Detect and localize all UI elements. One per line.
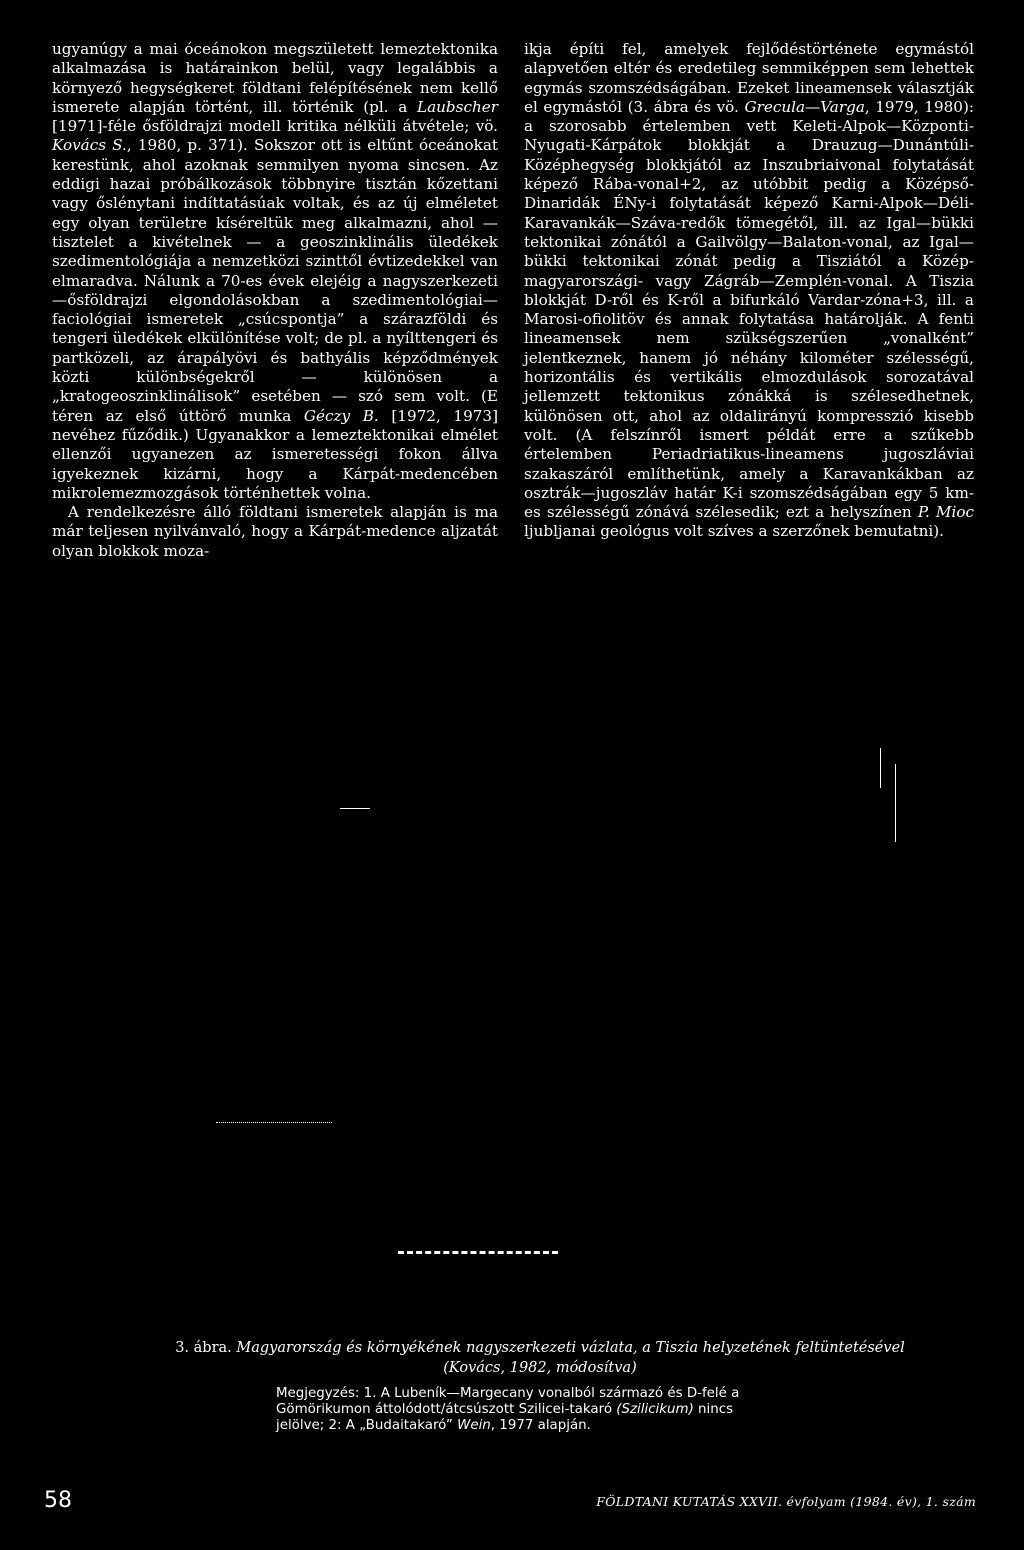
italic-text-run: Kovács S. [52,136,127,155]
text-run: [1972, 1973] nevéhez fűződik.) Ugyanakkor a lemeztektonikai elmélet ellenzői ugyanezen az ismeretességi fokon állva igyekeznek kizárni, hogy a Kárpát-medencében mikrolemezmozgások történhettek volna. [52,406,499,502]
italic-text-run: (Szilicikum) [616,1402,694,1418]
figure-note [276,1386,756,1435]
text-run: [1971]-féle ősföldrajzi modell kritika nélküli átvétele; vö. [52,117,498,136]
figure-caption [110,1338,970,1378]
figure-caption-text: Magyarország és környékének nagyszerkezeti vázlata, a Tiszia helyzetének feltüntetésével [236,1340,905,1356]
figure-dashed-mark [398,1251,558,1254]
italic-text-run: Grecula—Varga [744,97,865,116]
italic-text-run: P. Mioc [917,503,974,522]
text-column-right [524,40,974,542]
italic-text-run: Laubscher [417,97,498,116]
paragraph [524,40,974,542]
figure-dotted-mark [216,1122,332,1123]
page-number: 58 [44,1488,72,1513]
paragraph [52,503,498,561]
text-run: A rendelkezésre álló földtani ismeretek alapján is ma már teljesen nyilvánvaló, hogy a Kárpát-medence aljzatát olyan blokkok moza- [52,503,498,560]
text-run: ugyanúgy a mai óceánokon megszületett lemeztektonika alkalmazása is határainkon belül, vagy legalábbis a környező hegységkeret földtani felépítésének nem kellő ismerete alapján történt, ill. történik (pl. a [52,40,498,116]
text-run: , 1979, 1980): a szorosabb értelemben vett Keleti-Alpok—Központi-Nyugati-Kárpátok blokkját a Drauzug—Dunántúli-Középhegység blokkjától az Inszubriaivonal folytatását képező Rába-vonal+2, az utóbbit pedig a Középső-Dinaridák ÉNy-i folytatását képező Karni-Alpok—Déli-Karavankák—Száva-redők tömegétől, ill. az Igal—bükki tektonikai zónától a Gailvölgy—Balaton-vonal, az Igal—bükki tektonikai zónát pedig a Tisziától a Közép-magyarországi- vagy Zágráb—Zemplén-vonal. A Tiszia blokkját D-ről és K-ről a bifurkáló Vardar-zóna+3, ill. a Marosi-ofiolitöv és annak folytatása határolják. A fenti lineamensek nem szükségszerűen „vonalként” jelentkeznek, hanem jó néhány kilométer szélességű, horizontális és vertikális elmozdulások sorozatával jellemzett tektonikus zónákká is szélesedhetnek, különösen ott, ahol az oldalirányú kompresszió kisebb volt. (A felszínről ismert példát erre a szűkebb értelemben Periadriatikus-lineamens jugoszláviai szakaszáról említhetünk, amely a Karavankákban az osztrák—jugoszláv határ K-i szomszédságában egy 5 km-es szélességű zónává szélesedik; ezt a helyszínen [524,97,974,522]
text-run: , 1977 alapján. [490,1418,591,1434]
text-run: nincs jelölve; 2: A „Budaitakaró” [276,1402,734,1434]
italic-text-run: Wein [457,1418,491,1434]
paragraph [52,40,498,503]
text-run: , 1980, p. 371). Sokszor ott is eltűnt óceánokat kerestünk, ahol azoknak semmilyen nyoma sincsen. Az eddigi hazai próbálkozások többnyire tisztán kőzettani vagy őslénytani indíttatásúak voltak, és az új elméletet egy olyan területre kíséreltük meg alkalmazni, ahol — tisztelet a kivételnek — a geoszinklinális üledékek szedimentológiája a nemzetközi szinttől évtizedekkel van elmaradva. Nálunk a 70-es évek elejéig a nagyszerkezeti—ősföldrajzi elgondolásokban a szedimentológiai—faciológiai ismeretek „csúcspontja” a szárazföldi és tengeri üledékek elkülönítése volt; de pl. a nyílttengeri és partközeli, az árapályövi és bathyális képződmények közti különbségekről — különösen a „kratogeoszinklinálisok” esetében — szó sem volt. (E téren az első úttörő munka [52,136,498,425]
figure-line-mark [340,808,370,809]
figure-caption-number: 3. ábra. [175,1340,232,1356]
figure-line-mark [880,748,881,788]
italic-text-run: Géczy B. [303,406,379,425]
figure-caption-source: (Kovács, 1982, módosítva) [443,1360,637,1376]
text-column-left [52,40,498,561]
journal-footer: FÖLDTANI KUTATÁS XXVII. évfolyam (1984. év), 1. szám [596,1494,976,1509]
text-run: Megjegyzés: 1. A Lubeník—Margecany vonalból származó és D-felé a Gömörikumon áttolódott/átcsúszott Szilicei-takaró [276,1386,740,1418]
text-run: ikja építi fel, amelyek fejlődéstörténete egymástól alapvetően eltér és eredetileg semmiképpen sem lehettek egymás szomszédságában. Ezeket lineamensek választják el egymástól (3. ábra és vö. [524,40,974,116]
figure-3-map [0,720,1024,1320]
figure-line-mark [895,764,896,842]
text-run: ljubljanai geológus volt szíves a szerzőnek bemutatni). [524,522,944,541]
